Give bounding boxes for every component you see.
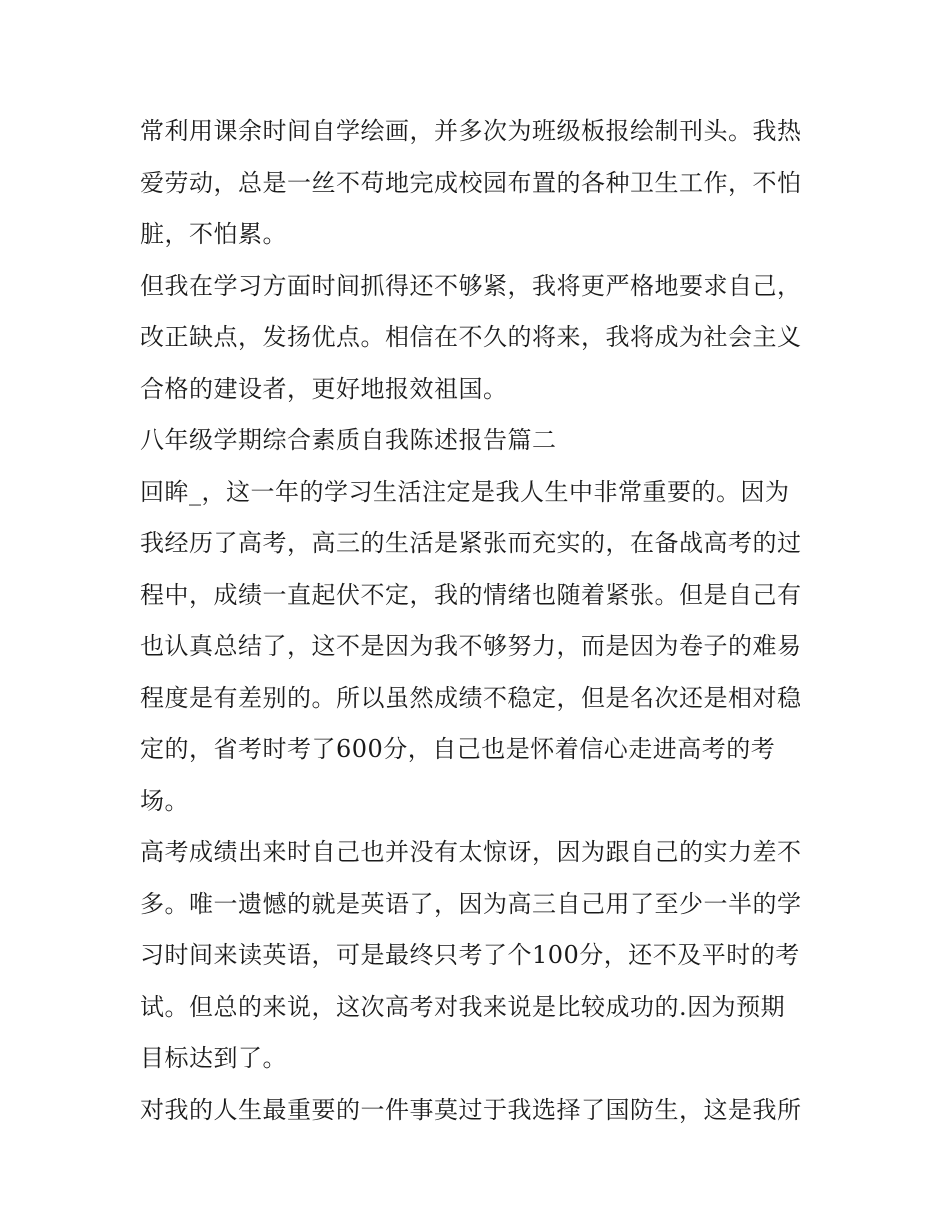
- text-line-12: 程度是有差别的。所以虽然成绩不稳定，但是名次还是相对稳: [140, 683, 802, 712]
- text-line-20: 对我的人生最重要的一件事莫过于我选择了国防生，这是我所: [140, 1095, 802, 1124]
- text-line-1: 常利用课余时间自学绘画，并多次为班级板报绘制刊头。我热: [140, 117, 802, 145]
- text-line-16: 多。唯一遗憾的就是英语了，因为高三自己用了至少一半的学: [140, 889, 802, 918]
- text-line-15: 高考成绩出来时自己也并没有太惊讶，因为跟自己的实力差不: [140, 838, 802, 866]
- text-line-8: 回眸_，这一年的学习生活注定是我人生中非常重要的。因为: [140, 477, 790, 506]
- text-line-2: 爱劳动，总是一丝不苟地完成校园布置的各种卫生工作，不怕: [140, 168, 802, 197]
- text-line-4: 但我在学习方面时间抓得还不够紧，我将更严格地要求自己，: [140, 271, 802, 300]
- document-body: [140, 106, 815, 1136]
- text-line-17: 习时间来读英语，可是最终只考了个100分，还不及平时的考: [140, 941, 800, 969]
- text-line-10: 程中，成绩一直起伏不定，我的情绪也随着紧张。但是自己有: [140, 580, 802, 609]
- text-line-3: 脏，不怕累。: [140, 220, 287, 248]
- section-heading: 八年级学期综合素质自我陈述报告篇二: [140, 426, 557, 454]
- text-line-14: 场。: [140, 786, 189, 815]
- text-line-6: 合格的建设者，更好地报效祖国。: [140, 374, 508, 403]
- text-line-18: 试。但总的来说，这次高考对我来说是比较成功的.因为预期: [140, 992, 786, 1021]
- text-line-11: 也认真总结了，这不是因为我不够努力，而是因为卷子的难易: [140, 632, 802, 660]
- text-line-5: 改正缺点，发扬优点。相信在不久的将来，我将成为社会主义: [140, 323, 802, 351]
- text-line-9: 我经历了高考，高三的生活是紧张而充实的，在备战高考的过: [140, 529, 802, 557]
- text-line-13: 定的，省考时考了600分，自己也是怀着信心走进高考的考: [140, 735, 776, 763]
- text-line-19: 目标达到了。: [140, 1044, 287, 1072]
